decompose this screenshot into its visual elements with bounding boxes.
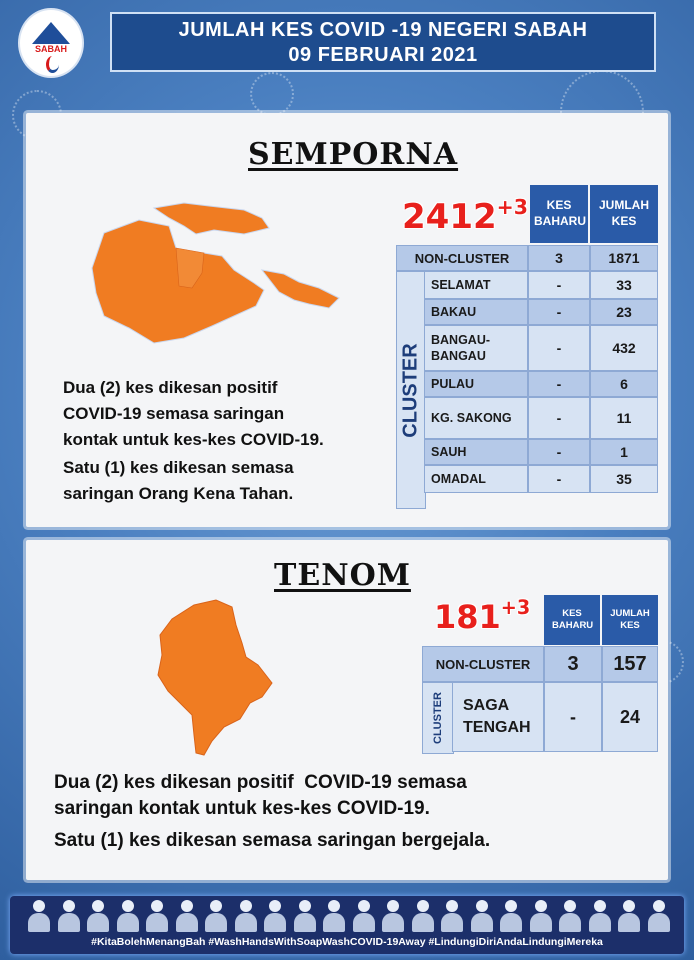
cluster-name: SELAMAT bbox=[424, 271, 528, 299]
person-icon bbox=[351, 900, 377, 932]
cluster-total: 11 bbox=[590, 397, 658, 439]
col-header-new: KES BAHARU bbox=[544, 595, 600, 645]
person-icon bbox=[380, 900, 406, 932]
cluster-new: - bbox=[528, 371, 590, 397]
col-header-total: JUMLAH KES bbox=[602, 595, 658, 645]
person-icon bbox=[233, 900, 259, 932]
person-icon bbox=[498, 900, 524, 932]
hashtags: #KitaBolehMenangBah #WashHandsWithSoapWashCOVID-19Away #LindungiDiriAndaLindungiMereka bbox=[91, 936, 603, 948]
footer-banner bbox=[10, 896, 684, 954]
desc-line: COVID-19 semasa saringan bbox=[63, 404, 285, 423]
cluster-total: 6 bbox=[590, 371, 658, 397]
desc-line: kontak untuk kes-kes COVID-19. bbox=[63, 430, 324, 449]
cluster-new: - bbox=[528, 439, 590, 465]
cluster-new: - bbox=[544, 682, 602, 752]
cluster-name: BANGAU-BANGAU bbox=[424, 325, 528, 371]
semporna-total bbox=[402, 197, 528, 237]
person-icon bbox=[115, 900, 141, 932]
person-icon bbox=[262, 900, 288, 932]
person-icon bbox=[85, 900, 111, 932]
person-icon bbox=[616, 900, 642, 932]
total-value: 2412 bbox=[402, 197, 497, 237]
new-cases: +3 bbox=[496, 195, 528, 219]
cluster-label: CLUSTER bbox=[396, 271, 426, 509]
virus-decoration bbox=[250, 72, 294, 116]
new-cases: +3 bbox=[500, 596, 531, 619]
non-cluster-new: 3 bbox=[544, 646, 602, 682]
person-icon bbox=[174, 900, 200, 932]
logo-text: SABAH bbox=[34, 44, 67, 54]
person-icon bbox=[646, 900, 672, 932]
col-header-total: JUMLAH KES bbox=[590, 185, 658, 243]
col-header-new: KES BAHARU bbox=[530, 185, 588, 243]
desc-line: saringan Orang Kena Tahan. bbox=[63, 484, 294, 503]
desc-line: Dua (2) kes dikesan positif bbox=[63, 378, 278, 397]
person-icon bbox=[469, 900, 495, 932]
cluster-total: 1 bbox=[590, 439, 658, 465]
cluster-name: OMADAL bbox=[424, 465, 528, 493]
cluster-new: - bbox=[528, 397, 590, 439]
cluster-new: - bbox=[528, 465, 590, 493]
district-title: TENOM bbox=[274, 558, 411, 593]
cluster-total: 432 bbox=[590, 325, 658, 371]
person-icon bbox=[56, 900, 82, 932]
cluster-total: 24 bbox=[602, 682, 658, 752]
cluster-name: PULAU bbox=[424, 371, 528, 397]
tenom-panel bbox=[26, 540, 668, 880]
page-title: JUMLAH KES COVID -19 NEGERI SABAH bbox=[178, 19, 588, 41]
non-cluster-new: 3 bbox=[528, 245, 590, 271]
tenom-map bbox=[154, 595, 294, 765]
non-cluster-label: NON-CLUSTER bbox=[396, 245, 528, 271]
cluster-new: - bbox=[528, 299, 590, 325]
person-icon bbox=[321, 900, 347, 932]
cluster-new: - bbox=[528, 325, 590, 371]
person-icon bbox=[410, 900, 436, 932]
district-title: SEMPORNA bbox=[248, 137, 459, 172]
person-icon bbox=[144, 900, 170, 932]
kkm-sabah-logo bbox=[18, 8, 84, 78]
desc-line: Satu (1) kes dikesan semasa saringan bergejala. bbox=[54, 830, 491, 851]
cluster-total: 33 bbox=[590, 271, 658, 299]
person-icon bbox=[587, 900, 613, 932]
cluster-name: KG. SAKONG bbox=[424, 397, 528, 439]
person-icon bbox=[292, 900, 318, 932]
non-cluster-total: 157 bbox=[602, 646, 658, 682]
mountain-icon bbox=[32, 22, 70, 44]
cluster-total: 35 bbox=[590, 465, 658, 493]
non-cluster-total: 1871 bbox=[590, 245, 658, 271]
non-cluster-label: NON-CLUSTER bbox=[422, 646, 544, 682]
cluster-name: SAGA TENGAH bbox=[452, 682, 544, 752]
desc-line: saringan kontak untuk kes-kes COVID-19. bbox=[54, 798, 430, 819]
desc-line: Satu (1) kes dikesan semasa bbox=[63, 458, 294, 477]
cluster-name: BAKAU bbox=[424, 299, 528, 325]
cluster-label: CLUSTER bbox=[422, 682, 454, 754]
total-value: 181 bbox=[434, 598, 501, 636]
cluster-total: 23 bbox=[590, 299, 658, 325]
person-icon bbox=[557, 900, 583, 932]
semporna-map bbox=[84, 198, 344, 358]
swoosh-icon bbox=[46, 56, 59, 73]
person-icon bbox=[528, 900, 554, 932]
tenom-total bbox=[434, 598, 530, 636]
person-icon bbox=[203, 900, 229, 932]
person-icon bbox=[26, 900, 52, 932]
semporna-panel bbox=[26, 113, 668, 527]
cluster-name: SAUH bbox=[424, 439, 528, 465]
page-header bbox=[110, 12, 656, 72]
page-date: 09 FEBRUARI 2021 bbox=[288, 44, 478, 66]
desc-line: Dua (2) kes dikesan positif COVID-19 semasa bbox=[54, 772, 467, 793]
person-icon bbox=[439, 900, 465, 932]
cluster-new: - bbox=[528, 271, 590, 299]
